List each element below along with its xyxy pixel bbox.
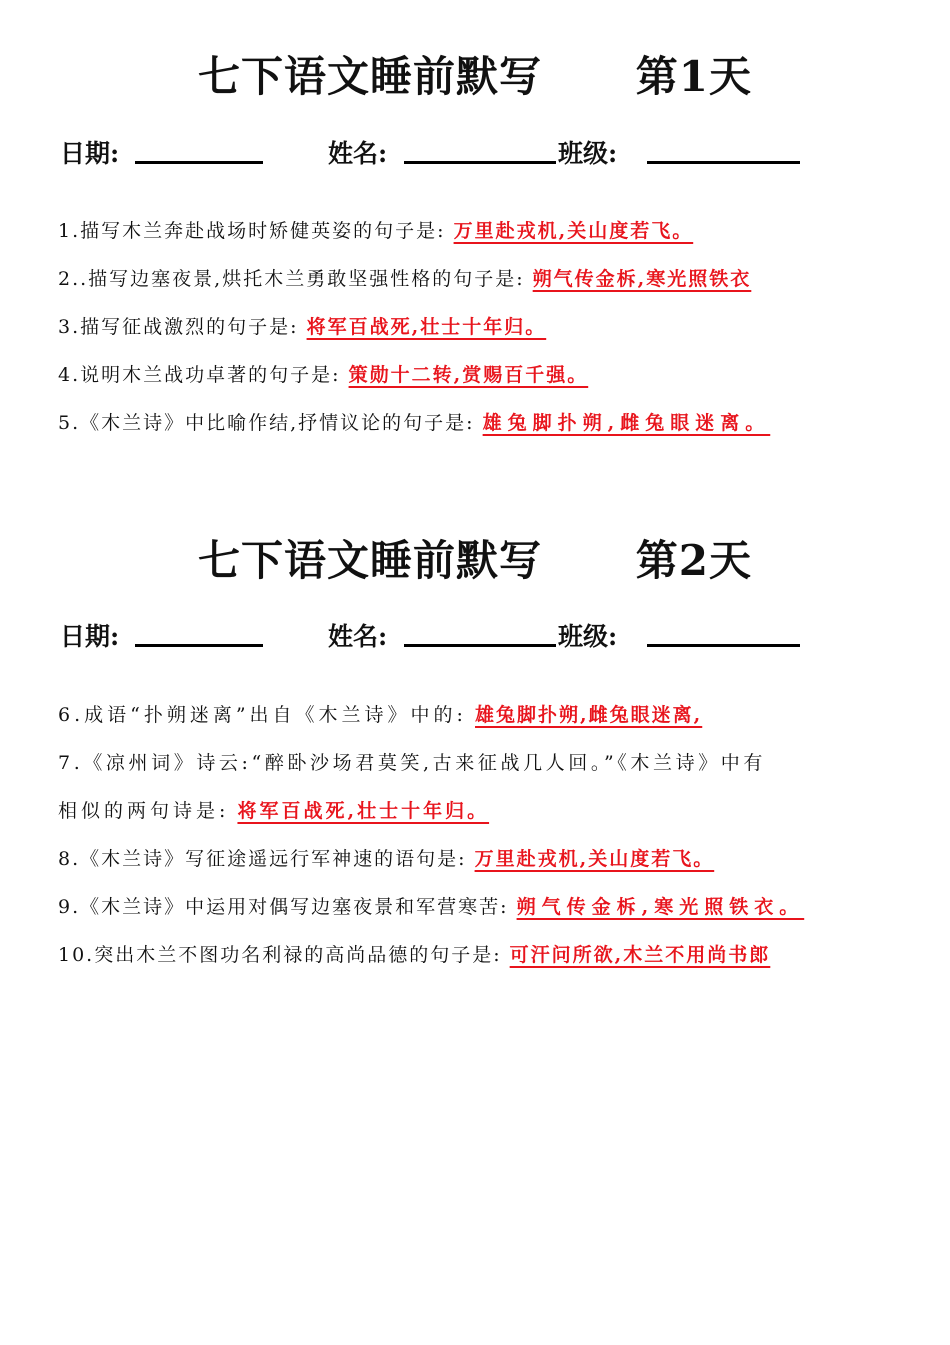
name-field[interactable] [404,161,556,164]
date-label: 日期: [60,139,120,168]
question-prompt: 8.《木兰诗》写征途遥远行军神速的语句是: [58,848,467,870]
class-field[interactable] [647,644,800,647]
question-prompt: 9.《木兰诗》中运用对偶写边塞夜景和军营寒苦: [58,896,509,918]
question-item [58,264,751,291]
question-answer: 雄兔脚扑朔,雌兔眼迷离。 [482,412,771,434]
name-label: 姓名: [328,139,388,168]
question-answer: 雄兔脚扑朔,雌兔眼迷离, [475,704,703,726]
question-answer: 万里赴戎机,关山度若飞。 [453,220,694,242]
question-prompt: 5.《木兰诗》中比喻作结,抒情议论的句子是: [58,412,475,434]
question-item [58,892,804,919]
name-label: 姓名: [328,622,388,651]
question-item [58,408,770,435]
question-prompt: 3.描写征战激烈的句子是: [58,316,299,338]
date-field[interactable] [135,161,263,164]
question-item [58,360,588,387]
question-prompt: 6.成语“扑朔迷离”出自《木兰诗》中的: [58,704,467,726]
question-prompt: 10.突出木兰不图功名利禄的高尚品德的句子是: [58,944,502,966]
date-label: 日期: [60,622,120,651]
question-answer: 将军百战死,壮士十年归。 [237,800,490,822]
question-prompt: 1.描写木兰奔赴战场时矫健英姿的句子是: [58,220,446,242]
question-item [58,940,770,967]
question-answer: 朔气传金柝,寒光照铁衣。 [516,896,805,918]
question-answer: 可汗问所欲,木兰不用尚书郎 [509,944,771,966]
page-title: 七下语文睡前默写 第2天 [198,536,752,585]
name-field[interactable] [404,644,556,647]
question-item [58,700,702,727]
question-item [58,748,766,775]
question-item [58,844,714,871]
question-answer: 朔气传金柝,寒光照铁衣 [532,268,752,290]
date-field[interactable] [135,644,263,647]
question-item [58,216,693,243]
class-field[interactable] [647,161,800,164]
question-prompt: 2..描写边塞夜景,烘托木兰勇敢坚强性格的句子是: [58,268,525,290]
page-title: 七下语文睡前默写 第1天 [198,52,752,101]
question-prompt: 7.《凉州词》诗云:“醉卧沙场君莫笑,古来征战几人回。”《木兰诗》中有 [58,752,766,774]
class-label: 班级: [558,139,618,168]
question-prompt-continuation: 相似的两句诗是: [58,800,230,822]
question-item [58,312,546,339]
question-answer: 将军百战死,壮士十年归。 [306,316,547,338]
question-answer: 策勋十二转,赏赐百千强。 [348,364,589,386]
question-prompt: 4.说明木兰战功卓著的句子是: [58,364,341,386]
question-answer: 万里赴戎机,关山度若飞。 [474,848,715,870]
class-label: 班级: [558,622,618,651]
question-item-continuation [58,796,489,823]
